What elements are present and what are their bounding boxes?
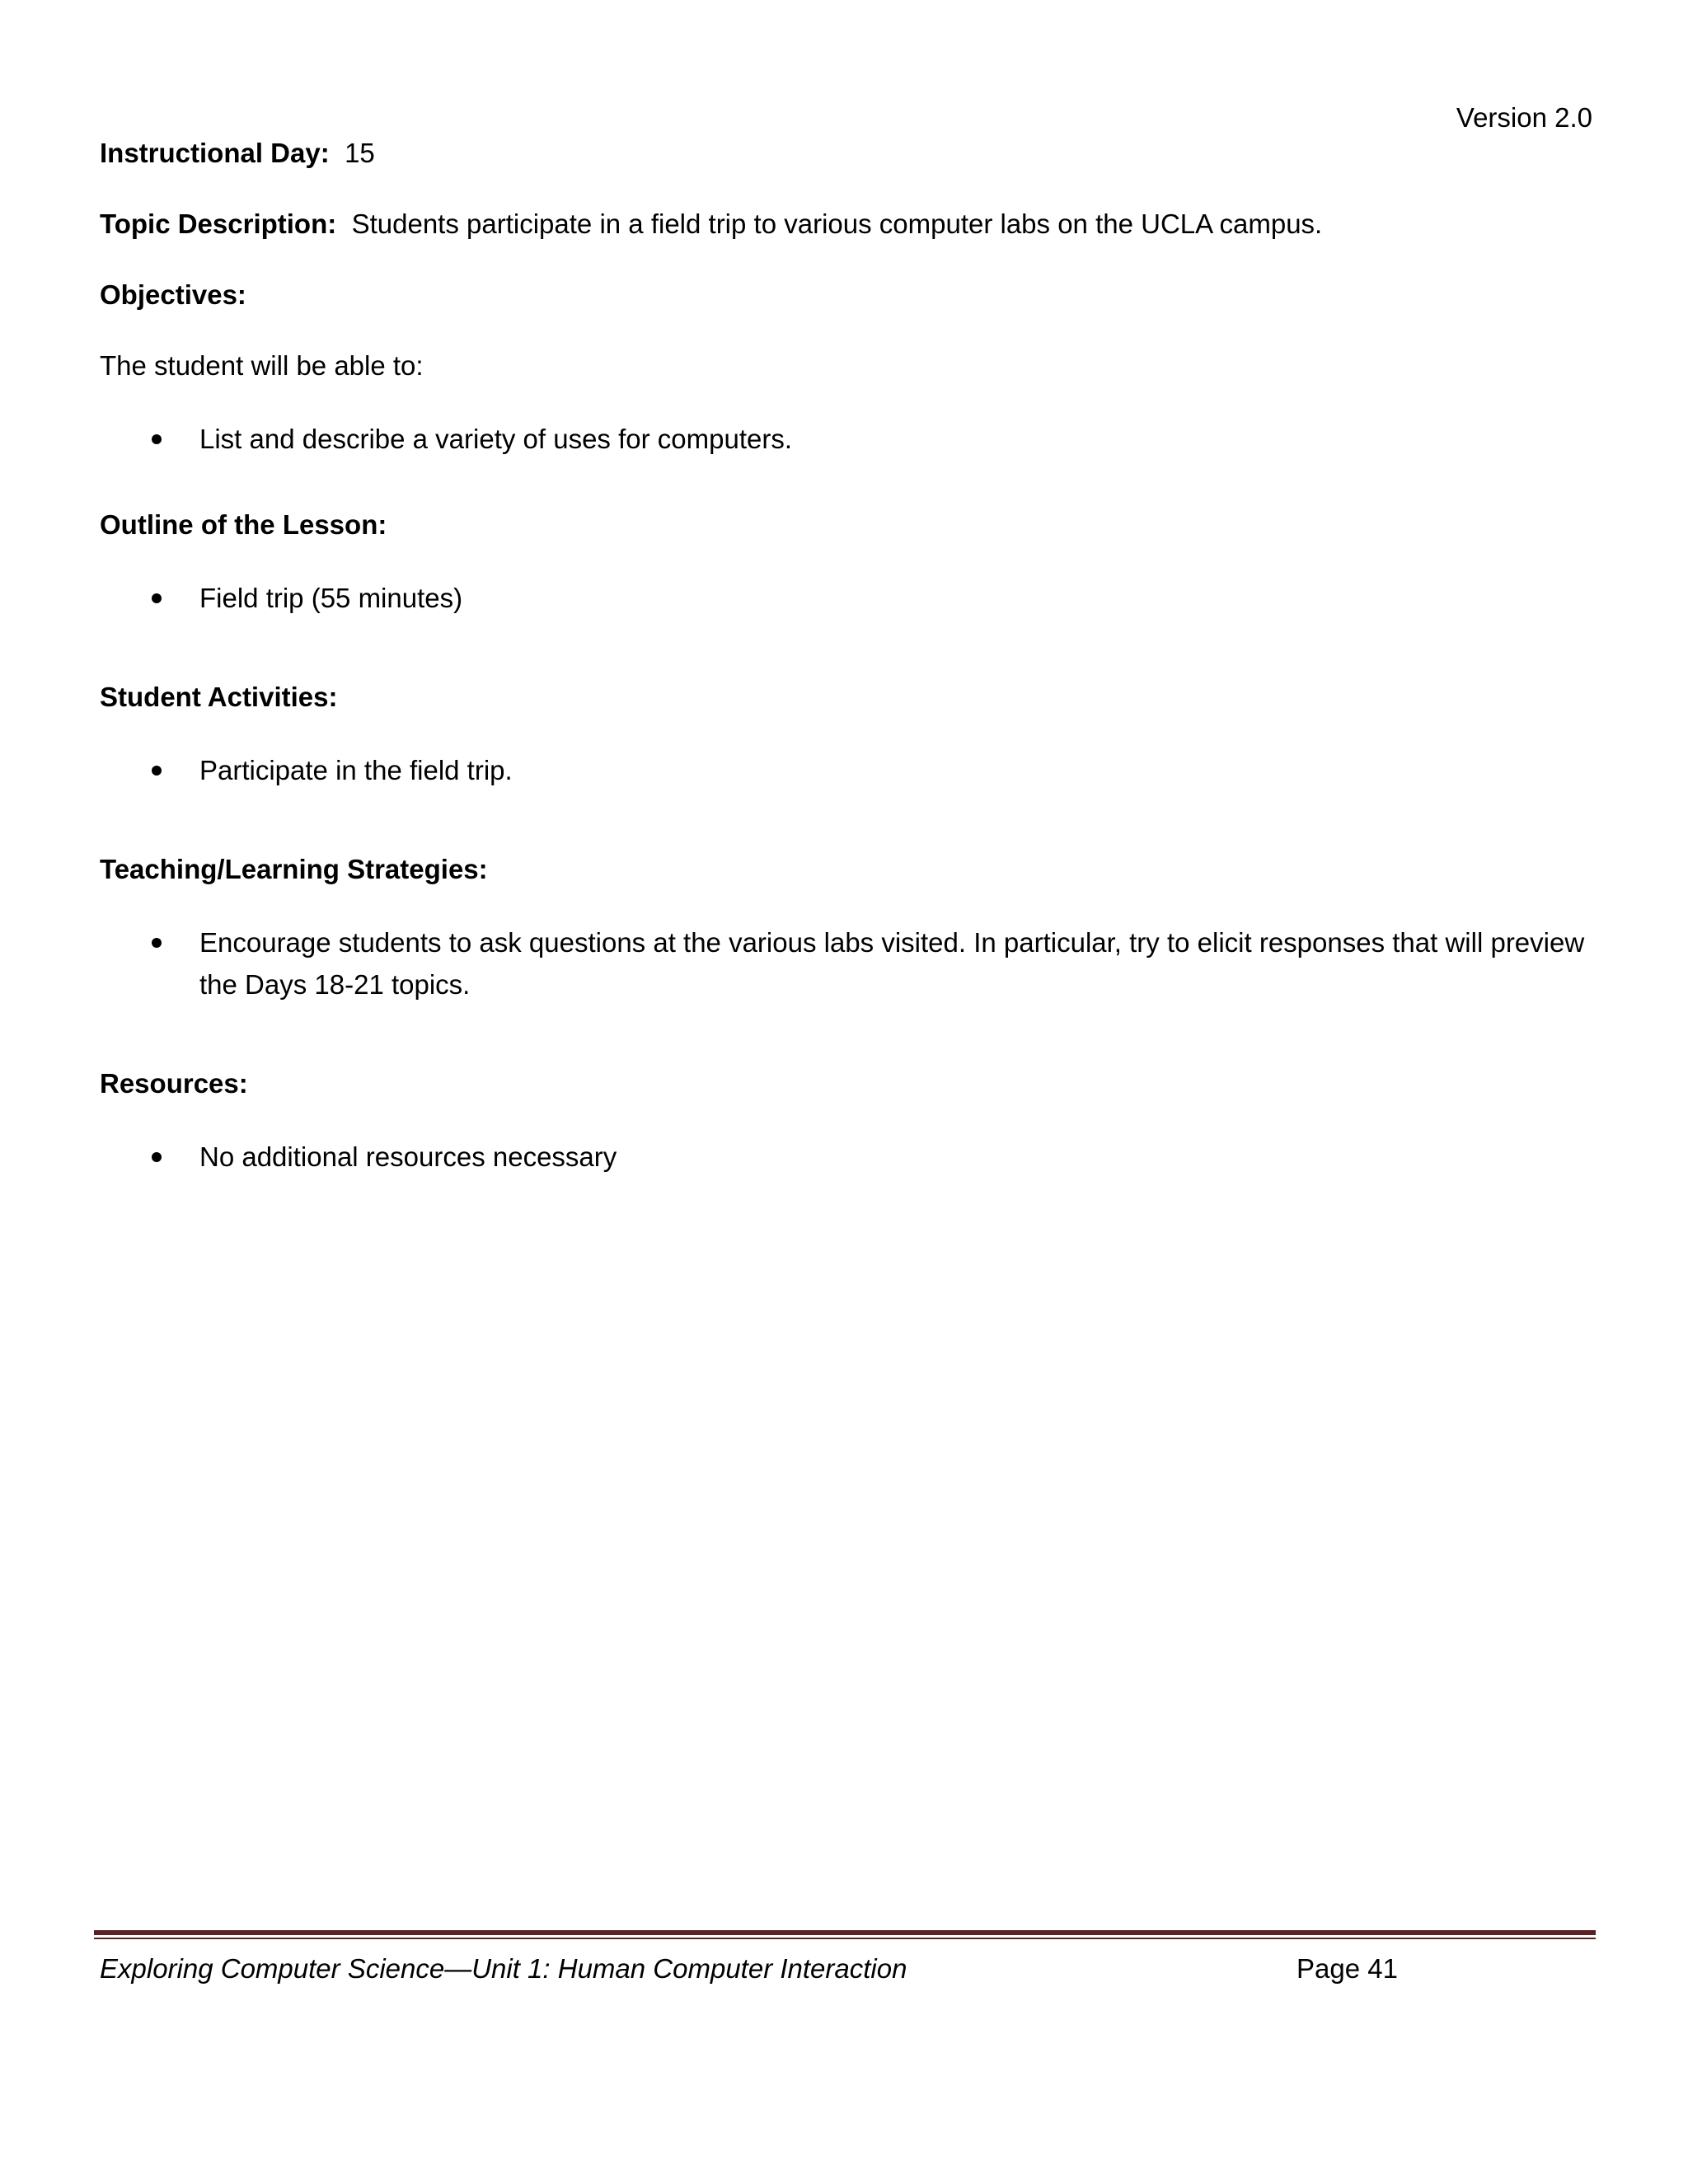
topic-description bbox=[100, 205, 1600, 243]
bullet-icon bbox=[152, 434, 162, 444]
resources-heading: Resources: bbox=[100, 1068, 248, 1099]
instructional-day-label: Instructional Day: bbox=[100, 138, 330, 168]
list-item bbox=[100, 1136, 1600, 1178]
student-activities-heading: Student Activities: bbox=[100, 682, 338, 712]
list-item bbox=[100, 921, 1600, 1005]
bullet-icon bbox=[152, 1152, 162, 1162]
resources-list bbox=[100, 1136, 1600, 1178]
instructional-day bbox=[100, 134, 1600, 172]
bullet-icon bbox=[152, 593, 162, 603]
student-activities-list bbox=[100, 749, 1600, 791]
bullet-icon bbox=[152, 766, 162, 776]
list-item-text: List and describe a variety of uses for computers. bbox=[199, 424, 793, 454]
objectives-intro: The student will be able to: bbox=[100, 350, 424, 381]
strategies-heading: Teaching/Learning Strategies: bbox=[100, 854, 488, 884]
list-item bbox=[100, 749, 1600, 791]
footer-title: Exploring Computer Science—Unit 1: Human Computer Interaction bbox=[100, 1953, 907, 1984]
outline-heading: Outline of the Lesson: bbox=[100, 509, 387, 540]
list-item-text: Participate in the field trip. bbox=[199, 755, 513, 785]
footer-rule-thin bbox=[94, 1938, 1596, 1939]
list-item-text: No additional resources necessary bbox=[199, 1141, 617, 1172]
lesson-content bbox=[100, 134, 1600, 1224]
topic-description-label: Topic Description: bbox=[100, 209, 337, 239]
page-number: Page 41 bbox=[1296, 1953, 1398, 1984]
objectives-list bbox=[100, 418, 1600, 460]
version-label: Version 2.0 bbox=[1456, 102, 1592, 133]
list-item bbox=[100, 418, 1600, 460]
outline-list bbox=[100, 577, 1600, 619]
bullet-icon bbox=[152, 938, 162, 948]
topic-description-value: Students participate in a field trip to various computer labs on the UCLA campus. bbox=[351, 209, 1323, 239]
strategies-list bbox=[100, 921, 1600, 1005]
list-item-text: Field trip (55 minutes) bbox=[199, 583, 463, 613]
list-item bbox=[100, 577, 1600, 619]
list-item-text: Encourage students to ask questions at the various labs visited. In particular, try to elicit responses that will preview the Days 18-21 topics. bbox=[199, 927, 1585, 1000]
footer-rule-thick bbox=[94, 1930, 1596, 1935]
objectives-heading: Objectives: bbox=[100, 279, 246, 310]
instructional-day-value: 15 bbox=[345, 138, 375, 168]
